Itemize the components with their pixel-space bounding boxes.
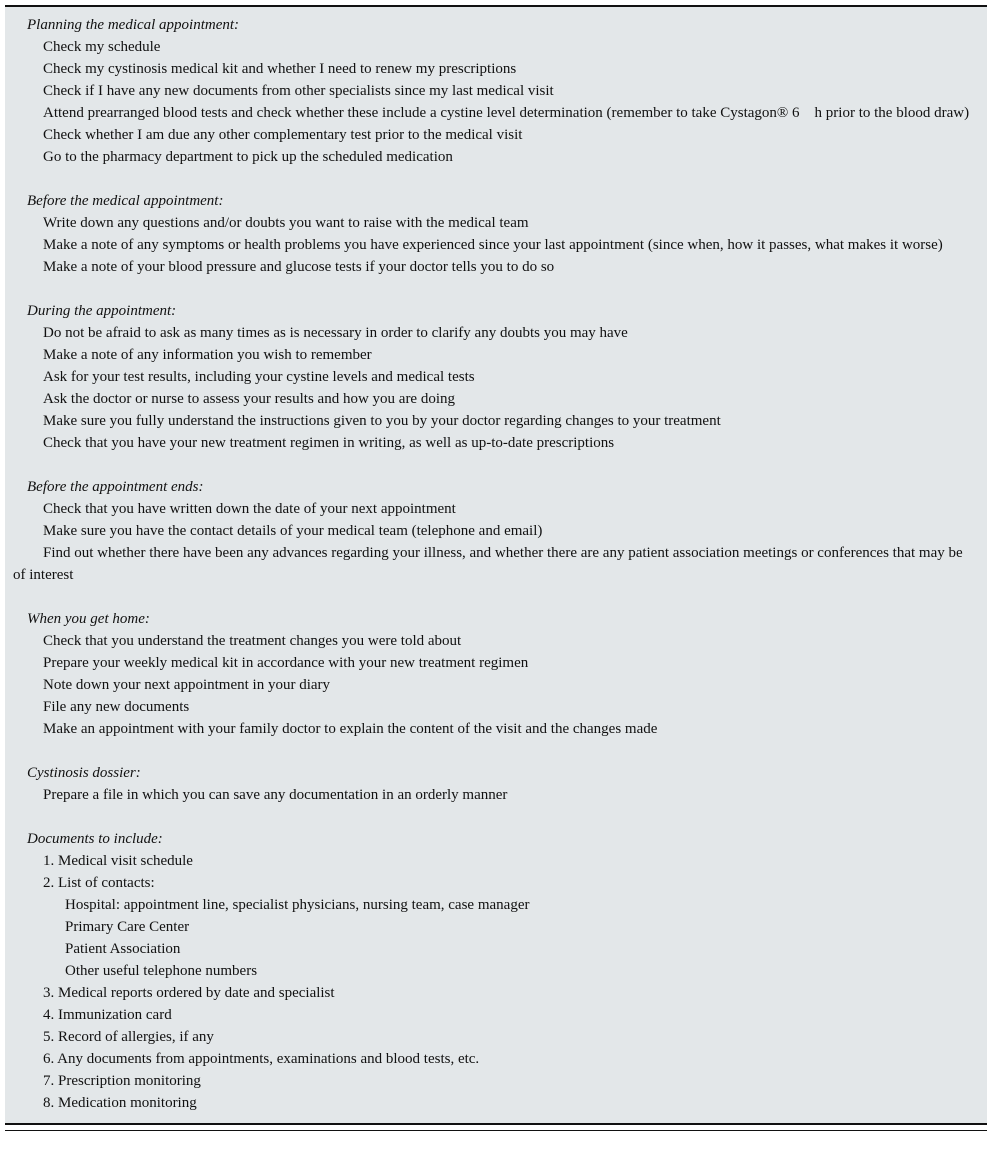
- checklist-table: [5, 5, 987, 1125]
- checklist-item: Make sure you fully understand the instructions given to you by your doctor regarding changes to your treatment: [43, 413, 721, 429]
- section-documents-to-include: [13, 828, 975, 1114]
- checklist-item: Check whether I am due any other complementary test prior to the medical visit: [43, 127, 523, 143]
- numbered-item: 6. Any documents from appointments, examinations and blood tests, etc.: [43, 1051, 480, 1067]
- checklist-item: Make sure you have the contact details of your medical team (telephone and email): [43, 523, 543, 539]
- checklist-item: Make an appointment with your family doctor to explain the content of the visit and the changes made: [43, 721, 658, 737]
- checklist-item: Make a note of your blood pressure and glucose tests if your doctor tells you to do so: [43, 259, 555, 275]
- checklist-item: Go to the pharmacy department to pick up the scheduled medication: [43, 149, 453, 165]
- numbered-item: 1. Medical visit schedule: [43, 853, 193, 869]
- checklist-item: Check if I have any new documents from other specialists since my last medical visit: [43, 83, 554, 99]
- checklist-item: Ask for your test results, including your cystine levels and medical tests: [43, 369, 475, 385]
- section-title: Planning the medical appointment:: [27, 17, 240, 33]
- checklist-item: Check that you understand the treatment changes you were told about: [43, 633, 462, 649]
- checklist-item: Check my schedule: [43, 39, 161, 55]
- numbered-item: 8. Medication monitoring: [43, 1095, 197, 1111]
- checklist-item: Note down your next appointment in your diary: [43, 677, 331, 693]
- section-when-you-get-home: [13, 608, 975, 740]
- checklist-item: Make a note of any information you wish to remember: [43, 347, 372, 363]
- sub-item: Primary Care Center: [65, 919, 190, 935]
- section-title: Before the appointment ends:: [27, 479, 204, 495]
- numbered-item: 2. List of contacts:: [43, 875, 155, 891]
- numbered-item: 5. Record of allergies, if any: [43, 1029, 214, 1045]
- section-during-appointment: [13, 300, 975, 454]
- checklist-item: Prepare a file in which you can save any documentation in an orderly manner: [43, 787, 508, 803]
- checklist-item: Do not be afraid to ask as many times as is necessary in order to clarify any doubts you may have: [43, 325, 628, 341]
- checklist-item: Write down any questions and/or doubts you want to raise with the medical team: [43, 215, 529, 231]
- checklist-item: Attend prearranged blood tests and check whether these include a cystine level determination (remember to take Cystagon® 6 h prior to the blood draw): [43, 105, 970, 121]
- checklist-item: Ask the doctor or nurse to assess your results and how you are doing: [43, 391, 456, 407]
- section-title: During the appointment:: [27, 303, 177, 319]
- checklist-item: Check that you have your new treatment regimen in writing, as well as up-to-date prescriptions: [43, 435, 615, 451]
- page: [5, 0, 987, 1131]
- numbered-item: 3. Medical reports ordered by date and specialist: [43, 985, 335, 1001]
- checklist-item: Check that you have written down the date of your next appointment: [43, 501, 456, 517]
- section-title: Documents to include:: [27, 831, 163, 847]
- numbered-item: 7. Prescription monitoring: [43, 1073, 201, 1089]
- checklist-item: File any new documents: [43, 699, 190, 715]
- bottom-rule: [5, 1130, 987, 1131]
- sub-item: Other useful telephone numbers: [65, 963, 258, 979]
- sub-item: Hospital: appointment line, specialist physicians, nursing team, case manager: [65, 897, 530, 913]
- checklist-item: Make a note of any symptoms or health problems you have experienced since your last appointment (since when, how it passes, what makes it worse): [43, 237, 943, 253]
- section-title: When you get home:: [27, 611, 150, 627]
- section-before-appointment: [13, 190, 975, 278]
- section-cystinosis-dossier: [13, 762, 975, 806]
- section-title: Before the medical appointment:: [27, 193, 224, 209]
- checklist-item: Find out whether there have been any advances regarding your illness, and whether there are any patient association meetings or conferences that may be of interest: [13, 545, 963, 583]
- section-before-appointment-ends: [13, 476, 975, 586]
- checklist-item: Prepare your weekly medical kit in accordance with your new treatment regimen: [43, 655, 529, 671]
- sub-item: Patient Association: [65, 941, 181, 957]
- checklist-item: Check my cystinosis medical kit and whether I need to renew my prescriptions: [43, 61, 517, 77]
- section-planning: [13, 14, 975, 168]
- section-title: Cystinosis dossier:: [27, 765, 141, 781]
- numbered-item: 4. Immunization card: [43, 1007, 172, 1023]
